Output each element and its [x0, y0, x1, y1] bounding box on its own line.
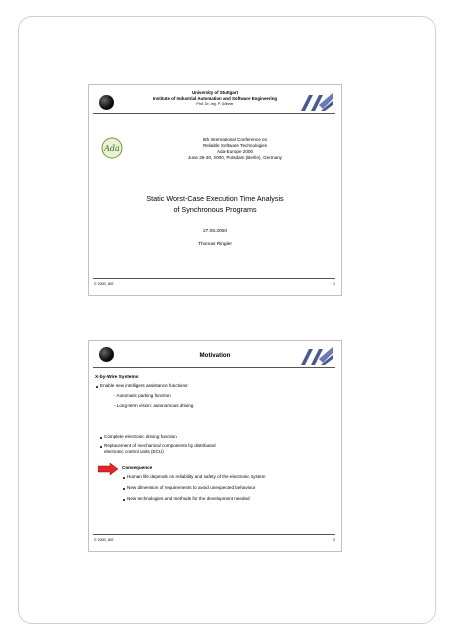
- sub-item: - Long-term vision: autonomous driving: [114, 403, 194, 408]
- bullet-text: Complete electronic driving function: [104, 434, 177, 439]
- slide-1: [88, 84, 342, 296]
- presenter-name: Thomas Ringler: [198, 242, 232, 247]
- bullet-icon: [123, 499, 125, 501]
- slide-title: Motivation: [199, 352, 231, 359]
- page-number: 2: [333, 538, 335, 542]
- consequence-item: Human life depends on reliability and safety of the electronic system: [127, 474, 266, 479]
- slide-title-line-1: Static Worst-Case Execution Time Analysis: [146, 194, 284, 203]
- university-seal-icon: [99, 95, 114, 110]
- ias-logo-icon: [299, 91, 335, 113]
- header-divider: [93, 367, 335, 368]
- bullet-icon: [96, 386, 98, 388]
- institute-name: Institute of Industrial Automation and Software Engineering: [152, 96, 278, 101]
- red-arrow-icon: [98, 463, 118, 475]
- svg-text:Ada: Ada: [104, 144, 120, 153]
- footer-copyright: © 2000, IAS: [94, 282, 114, 286]
- consequence-item: New dimension of requirements to avoid unexpected behaviour: [127, 485, 256, 490]
- slide-title-line-2: of Synchronous Programs: [173, 205, 257, 214]
- conference-line-3: Ada-Europe 2000: [216, 149, 253, 154]
- conference-line-2: Reliable Software Technologies: [202, 143, 267, 148]
- bullet-text-continued: electronic control units (ECU): [104, 449, 164, 454]
- footer-copyright: © 2000, IAS: [94, 538, 114, 542]
- presentation-date: 27.06.2000: [202, 229, 227, 234]
- sub-item: - Automatic parking function: [114, 393, 171, 398]
- conference-line-4: June 26-30, 2000, Potsdam (Berlin), Germany: [188, 155, 282, 160]
- bullet-icon: [100, 437, 102, 439]
- ias-logo-icon: [299, 345, 335, 367]
- ada-europe-logo-icon: [101, 137, 123, 159]
- page-number: 1: [333, 282, 335, 286]
- footer-divider: [93, 534, 335, 535]
- professor-name: Prof. Dr.-Ing. P. Göhner: [196, 102, 234, 106]
- section-heading: X-by-Wire Systems: [95, 375, 139, 380]
- bullet-icon: [123, 488, 125, 490]
- consequence-label: Consequence: [122, 465, 153, 470]
- bullet-icon: [100, 446, 102, 448]
- bullet-icon: [123, 477, 125, 479]
- university-name: University of Stuttgart: [191, 90, 239, 95]
- slide-2: [88, 340, 342, 552]
- header-divider: [93, 113, 335, 114]
- consequence-item: New technologies and methods for the development needed: [127, 496, 250, 501]
- conference-line-1: 5th International Conference on: [202, 137, 268, 142]
- bullet-text: Replacement of mechanical components by distributed: [104, 443, 216, 448]
- footer-divider: [93, 278, 335, 279]
- bullet-text: Enable new intelligent assistance functions:: [100, 383, 189, 388]
